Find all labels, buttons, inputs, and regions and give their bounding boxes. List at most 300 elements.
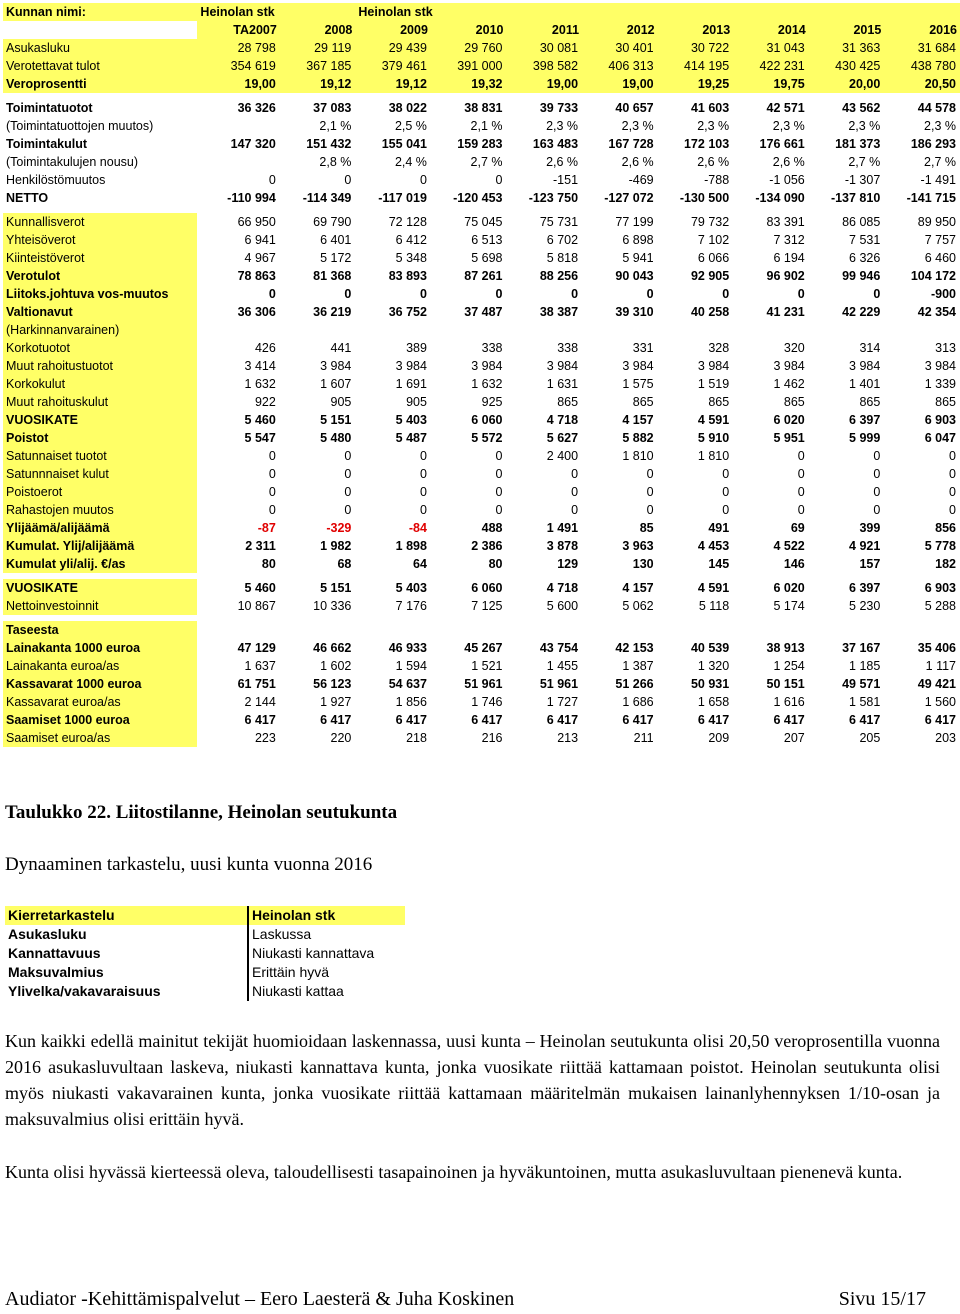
- row-value: 5 818: [546, 251, 579, 265]
- row-value: 5 600: [546, 599, 579, 613]
- table-row: [3, 153, 960, 171]
- row-value: 426: [254, 341, 276, 355]
- row-value: 0: [344, 287, 352, 301]
- table-row: [3, 57, 960, 75]
- row-value: 80: [488, 557, 503, 571]
- row-value: [197, 321, 279, 339]
- row-label: Veroprosentti: [6, 77, 87, 91]
- row-value: 6 397: [849, 581, 881, 595]
- row-value: 0: [571, 485, 579, 499]
- row-value: 20,50: [924, 77, 956, 91]
- row-value: 0: [646, 467, 654, 481]
- row-label: Kumulat. Ylij/alijäämä: [3, 537, 197, 555]
- row-value: 2,3 %: [697, 119, 730, 133]
- row-value: -134 090: [755, 191, 805, 205]
- row-label: Nettoinvestoinnit: [3, 597, 197, 615]
- row-label: (Toimintatuottojen muutos): [6, 119, 154, 133]
- row-value: 865: [632, 395, 654, 409]
- row-value: 0: [419, 467, 427, 481]
- row-value: 3 984: [320, 359, 352, 373]
- row-value: [733, 621, 809, 639]
- row-value: 0: [797, 449, 805, 463]
- row-value: 36 326: [237, 101, 276, 115]
- row-value: 49 421: [917, 677, 956, 691]
- table-row: [3, 393, 960, 411]
- row-value: 1 810: [622, 449, 654, 463]
- row-value: 29 439: [388, 41, 427, 55]
- row-value: 10 867: [237, 599, 276, 613]
- cycle-row: [5, 944, 405, 963]
- table-row: [3, 189, 960, 207]
- row-value: 39 310: [615, 305, 654, 319]
- row-value: 1 594: [395, 659, 427, 673]
- row-value: 1 607: [320, 377, 352, 391]
- row-value: 4 453: [697, 539, 730, 553]
- row-value: 0: [949, 449, 956, 463]
- row-value: 157: [859, 557, 881, 571]
- row-value: -329: [326, 521, 352, 535]
- row-value: 6 417: [773, 713, 805, 727]
- row-label: Muut rahoitustuotot: [3, 357, 197, 375]
- row-value: 83 391: [766, 215, 805, 229]
- cycle-row: [5, 963, 405, 982]
- row-value: 7 125: [471, 599, 503, 613]
- row-value: 5 403: [395, 413, 427, 427]
- row-value: 147 320: [230, 137, 276, 151]
- row-label: Kumulat yli/alij. €/as: [3, 555, 197, 573]
- row-value: 104 172: [910, 269, 956, 283]
- row-value: 1 560: [924, 695, 956, 709]
- row-value: 0: [797, 485, 805, 499]
- row-value: 0: [495, 173, 503, 187]
- year-header-row: [3, 21, 960, 39]
- row-value: 172 103: [683, 137, 730, 151]
- row-value: 1 117: [925, 659, 956, 673]
- row-value: 1 575: [622, 377, 654, 391]
- row-label: Toimintatuotot: [6, 101, 93, 115]
- row-value: -137 810: [830, 191, 881, 205]
- row-value: 865: [557, 395, 579, 409]
- row-value: 2,7 %: [470, 155, 503, 169]
- row-value: 6 417: [924, 713, 956, 727]
- row-value: -117 019: [378, 191, 427, 205]
- row-value: 1 982: [320, 539, 352, 553]
- row-value: 79 732: [690, 215, 730, 229]
- row-value: 2,5 %: [394, 119, 427, 133]
- cycle-value: Laskussa: [248, 925, 405, 944]
- row-value: 1 462: [773, 377, 805, 391]
- row-value: 0: [646, 485, 654, 499]
- row-value: 5 460: [244, 581, 276, 595]
- row-value: 42 153: [615, 641, 654, 655]
- row-value: 422 231: [759, 59, 805, 73]
- row-value: 0: [873, 287, 881, 301]
- row-value: 2,4 %: [394, 155, 427, 169]
- table-row: [3, 357, 960, 375]
- row-value: 0: [344, 503, 352, 517]
- row-value: 182: [935, 557, 956, 571]
- table-row: [3, 267, 960, 285]
- row-value: 145: [708, 557, 730, 571]
- row-value: 0: [722, 467, 730, 481]
- row-value: -87: [257, 521, 276, 535]
- row-value: 5 118: [698, 599, 730, 613]
- year-header: 2008: [280, 21, 356, 39]
- row-value: 75 045: [464, 215, 503, 229]
- row-value: -900: [930, 287, 956, 301]
- row-value: 41 603: [690, 101, 730, 115]
- row-value: 1 898: [395, 539, 427, 553]
- summary-paragraph-2: Kunta olisi hyvässä kierteessä oleva, taloudellisesti tasapainoinen ja hyväkuntoinen, mutta asukasluvultaan pienenevä kunta.: [5, 1162, 903, 1182]
- table-row: [3, 537, 960, 555]
- row-value: 5 627: [546, 431, 579, 445]
- row-value: 1 519: [697, 377, 730, 391]
- row-value: 3 984: [622, 359, 654, 373]
- row-value: 5 910: [697, 431, 730, 445]
- row-value: 5 480: [320, 431, 352, 445]
- row-value: 51 266: [615, 677, 654, 691]
- row-value: 37 167: [842, 641, 881, 655]
- row-value: 203: [935, 731, 956, 745]
- row-value: 3 984: [395, 359, 427, 373]
- row-value: 7 102: [697, 233, 730, 247]
- row-label: VUOSIKATE: [3, 411, 197, 429]
- row-value: 42 354: [917, 305, 956, 319]
- row-value: 130: [632, 557, 654, 571]
- row-value: 367 185: [306, 59, 352, 73]
- summary-paragraph-1: Kun kaikki edellä mainitut tekijät huomioidaan laskennassa, uusi kunta – Heinolan seutukunta olisi 20,50 veroprosentilla vuonna 2016 asukasluvultaan laskeva, niukasti kannattava kunta, jonka vuosikate riittää kattamaan poistot. Heinolan seutukunta olisi myös niukasti vakavarainen kunta, jonka vuosikate riittää kattamaan määritelmän mukaisen lainanlyhennyksen 1/10-osan ja maksuvalmius olisi erittäin hyvä.: [5, 1031, 940, 1129]
- row-value: -123 750: [528, 191, 579, 205]
- row-value: 72 128: [388, 215, 427, 229]
- year-header: 2011: [506, 21, 582, 39]
- row-value: 2,8 %: [319, 155, 352, 169]
- row-value: 5 460: [244, 413, 276, 427]
- row-value: 1 746: [471, 695, 503, 709]
- row-value: 1 686: [622, 695, 654, 709]
- row-value: -110 994: [227, 191, 276, 205]
- row-value: 6 903: [924, 581, 956, 595]
- row-value: 6 060: [471, 581, 503, 595]
- row-value: 1 658: [697, 695, 730, 709]
- row-value: -120 453: [453, 191, 503, 205]
- row-value: 4 967: [244, 251, 276, 265]
- row-label: (Harkinnanvarainen): [3, 321, 197, 339]
- row-value: 6 326: [849, 251, 881, 265]
- row-value: [431, 321, 507, 339]
- row-label: Ylijäämä/alijäämä: [3, 519, 197, 537]
- row-value: 19,12: [395, 77, 427, 91]
- row-value: 0: [344, 173, 352, 187]
- table-row: [3, 621, 960, 639]
- row-value: 37 083: [313, 101, 352, 115]
- row-value: 2 386: [471, 539, 503, 553]
- row-label: Verotettavat tulot: [6, 59, 100, 73]
- row-value: 40 539: [690, 641, 730, 655]
- row-value: 7 757: [924, 233, 956, 247]
- row-value: 163 483: [532, 137, 579, 151]
- row-value: 491: [708, 521, 730, 535]
- row-value: 0: [495, 449, 503, 463]
- row-value: 96 902: [766, 269, 805, 283]
- row-value: 41 231: [766, 305, 805, 319]
- row-value: 5 698: [471, 251, 503, 265]
- row-value: 6 417: [320, 713, 352, 727]
- row-value: 186 293: [910, 137, 956, 151]
- row-value: 5 151: [320, 413, 352, 427]
- year-header: 2015: [809, 21, 885, 39]
- table-row: [3, 429, 960, 447]
- year-header: 2010: [431, 21, 507, 39]
- row-value: 5 487: [395, 431, 427, 445]
- row-value: 0: [344, 449, 352, 463]
- row-value: 430 425: [835, 59, 881, 73]
- row-label: Kassavarat euroa/as: [3, 693, 197, 711]
- row-value: 36 219: [313, 305, 352, 319]
- cycle-label: Kannattavuus: [8, 945, 101, 961]
- row-value: 3 984: [697, 359, 730, 373]
- row-value: 50 151: [766, 677, 805, 691]
- municipality-label: Kunnan nimi:: [6, 5, 86, 19]
- row-value: -141 715: [906, 191, 956, 205]
- row-value: 2 144: [244, 695, 276, 709]
- row-value: 1 727: [546, 695, 579, 709]
- row-value: 865: [783, 395, 805, 409]
- row-label: Valtionavut: [3, 303, 197, 321]
- row-value: 4 718: [546, 581, 579, 595]
- row-label: Henkilöstömuutos: [6, 173, 106, 187]
- row-value: 223: [254, 731, 276, 745]
- row-value: 176 661: [759, 137, 805, 151]
- row-value: 89 950: [917, 215, 956, 229]
- row-value: 5 288: [924, 599, 956, 613]
- row-value: [355, 321, 431, 339]
- row-label: Asukasluku: [6, 41, 70, 55]
- row-value: 40 258: [690, 305, 730, 319]
- row-value: [809, 321, 885, 339]
- row-value: 51 961: [539, 677, 579, 691]
- table-row: [3, 639, 960, 657]
- row-value: 5 572: [471, 431, 503, 445]
- row-value: 6 460: [924, 251, 956, 265]
- row-value: 40 657: [615, 101, 654, 115]
- row-label: Muut rahoituskulut: [3, 393, 197, 411]
- row-value: 7 312: [773, 233, 805, 247]
- row-label: Saamiset 1000 euroa: [3, 711, 197, 729]
- row-value: 1 320: [697, 659, 730, 673]
- row-value: 406 313: [608, 59, 654, 73]
- table-row: [3, 693, 960, 711]
- row-value: 49 571: [842, 677, 881, 691]
- row-value: 19,75: [773, 77, 805, 91]
- row-value: 313: [935, 341, 956, 355]
- row-value: 925: [481, 395, 503, 409]
- table-row: [3, 657, 960, 675]
- table-row: [3, 729, 960, 747]
- year-header: 2013: [658, 21, 734, 39]
- row-value: 29 760: [464, 41, 503, 55]
- row-label: Taseesta: [3, 621, 197, 639]
- row-value: 1 637: [244, 659, 276, 673]
- row-value: 0: [268, 173, 276, 187]
- row-value: 0: [495, 467, 503, 481]
- row-value: 398 582: [532, 59, 579, 73]
- row-value: [733, 321, 809, 339]
- row-value: 42 229: [842, 305, 881, 319]
- page-footer: [5, 1288, 926, 1311]
- table-caption: [5, 802, 397, 824]
- row-value: 80: [261, 557, 276, 571]
- row-value: [355, 621, 431, 639]
- table-row: [3, 321, 960, 339]
- row-value: 0: [268, 467, 276, 481]
- row-value: 35 406: [917, 641, 956, 655]
- row-value: 5 151: [320, 581, 352, 595]
- row-value: 146: [783, 557, 805, 571]
- row-value: 338: [557, 341, 579, 355]
- row-value: 151 432: [306, 137, 352, 151]
- row-value: 0: [873, 503, 881, 517]
- year-header: 2016: [884, 21, 960, 39]
- row-value: 1 491: [546, 521, 579, 535]
- row-value: -1 056: [769, 173, 805, 187]
- row-label: Saamiset euroa/as: [3, 729, 197, 747]
- row-value: 3 984: [924, 359, 956, 373]
- row-value: 0: [419, 173, 427, 187]
- row-value: [197, 153, 279, 171]
- table-row: [3, 555, 960, 573]
- row-label: VUOSIKATE: [3, 579, 197, 597]
- table-row: [3, 213, 960, 231]
- row-value: 4 591: [697, 581, 730, 595]
- row-value: 328: [708, 341, 730, 355]
- row-value: 209: [708, 731, 730, 745]
- row-value: 43 754: [539, 641, 579, 655]
- row-value: 69 790: [313, 215, 352, 229]
- row-value: 181 373: [835, 137, 881, 151]
- row-value: 20,00: [849, 77, 881, 91]
- row-label: (Toimintakulujen nousu): [6, 155, 139, 169]
- table-row: [3, 135, 960, 153]
- row-value: 2,3 %: [924, 119, 956, 133]
- row-value: 0: [344, 467, 352, 481]
- row-label: Korkotuotot: [3, 339, 197, 357]
- cycle-row: [5, 906, 405, 925]
- row-value: 6 898: [622, 233, 654, 247]
- row-value: 61 751: [237, 677, 276, 691]
- footer-left: Audiator -Kehittämispalvelut – Eero Laesterä & Juha Koskinen: [5, 1288, 515, 1310]
- table-row: [3, 501, 960, 519]
- row-value: 1 185: [849, 659, 881, 673]
- row-value: 0: [722, 503, 730, 517]
- row-label: Satunnnaiset kulut: [3, 465, 197, 483]
- table-row: [3, 519, 960, 537]
- row-value: 29 119: [314, 41, 352, 55]
- row-value: 338: [481, 341, 503, 355]
- table-row: [3, 75, 960, 93]
- row-value: 441: [330, 341, 352, 355]
- table-row: [3, 447, 960, 465]
- row-label: Kunnallisverot: [3, 213, 197, 231]
- row-label: Yhteisöverot: [3, 231, 197, 249]
- row-value: 28 798: [237, 41, 276, 55]
- row-value: 5 172: [320, 251, 352, 265]
- row-value: 488: [481, 521, 503, 535]
- row-value: 30 081: [539, 41, 579, 55]
- row-value: 3 963: [622, 539, 654, 553]
- table-row: [3, 711, 960, 729]
- row-value: 1 691: [395, 377, 427, 391]
- row-value: 5 999: [849, 431, 881, 445]
- row-value: 2,6 %: [546, 155, 579, 169]
- row-value: 68: [337, 557, 352, 571]
- row-label: Lainakanta 1000 euroa: [3, 639, 197, 657]
- cycle-value: Heinolan stk: [248, 906, 405, 925]
- row-label: Rahastojen muutos: [3, 501, 197, 519]
- row-value: 6 047: [924, 431, 956, 445]
- row-value: 2,1 %: [470, 119, 503, 133]
- row-value: 6 194: [773, 251, 805, 265]
- row-value: [431, 621, 507, 639]
- table-row: [3, 579, 960, 597]
- year-header: TA2007: [197, 21, 279, 39]
- row-value: 3 414: [244, 359, 276, 373]
- row-value: 389: [406, 341, 427, 355]
- caption-text: Taulukko 22. Liitostilanne, Heinolan seutukunta: [5, 802, 398, 823]
- row-value: 2,3 %: [772, 119, 805, 133]
- municipality-name-2: Heinolan stk: [358, 5, 433, 19]
- row-value: -788: [704, 173, 730, 187]
- row-value: 0: [495, 287, 503, 301]
- row-value: [884, 321, 960, 339]
- row-value: [280, 621, 356, 639]
- row-value: 0: [797, 467, 805, 481]
- row-value: 6 417: [622, 713, 654, 727]
- row-value: 38 913: [766, 641, 805, 655]
- row-value: 3 878: [546, 539, 579, 553]
- cycle-label: Maksuvalmius: [8, 964, 104, 980]
- row-value: 0: [268, 485, 276, 499]
- row-value: 1 632: [244, 377, 276, 391]
- row-value: 6 903: [924, 413, 956, 427]
- row-value: -1 307: [844, 173, 881, 187]
- row-value: 0: [873, 449, 881, 463]
- header-blank: [3, 21, 197, 39]
- row-value: 218: [406, 731, 427, 745]
- row-value: -127 072: [604, 191, 654, 205]
- row-label: Liitoks.johtuva vos-muutos: [3, 285, 197, 303]
- row-label: Satunnaiset tuotot: [3, 447, 197, 465]
- row-value: 0: [646, 287, 654, 301]
- row-value: 314: [859, 341, 881, 355]
- row-value: 69: [790, 521, 805, 535]
- row-value: 6 060: [471, 413, 503, 427]
- table-row: [3, 465, 960, 483]
- row-value: 1 401: [849, 377, 881, 391]
- row-value: 7 176: [395, 599, 427, 613]
- row-value: 0: [873, 467, 881, 481]
- row-value: 31 684: [917, 41, 956, 55]
- row-value: [506, 321, 582, 339]
- row-value: 5 778: [924, 539, 956, 553]
- row-value: 6 417: [546, 713, 579, 727]
- row-value: 167 728: [608, 137, 654, 151]
- row-value: 0: [268, 503, 276, 517]
- row-value: 38 387: [539, 305, 579, 319]
- row-value: 0: [646, 503, 654, 517]
- table-row: [3, 39, 960, 57]
- row-value: 86 085: [842, 215, 881, 229]
- row-value: 5 230: [849, 599, 881, 613]
